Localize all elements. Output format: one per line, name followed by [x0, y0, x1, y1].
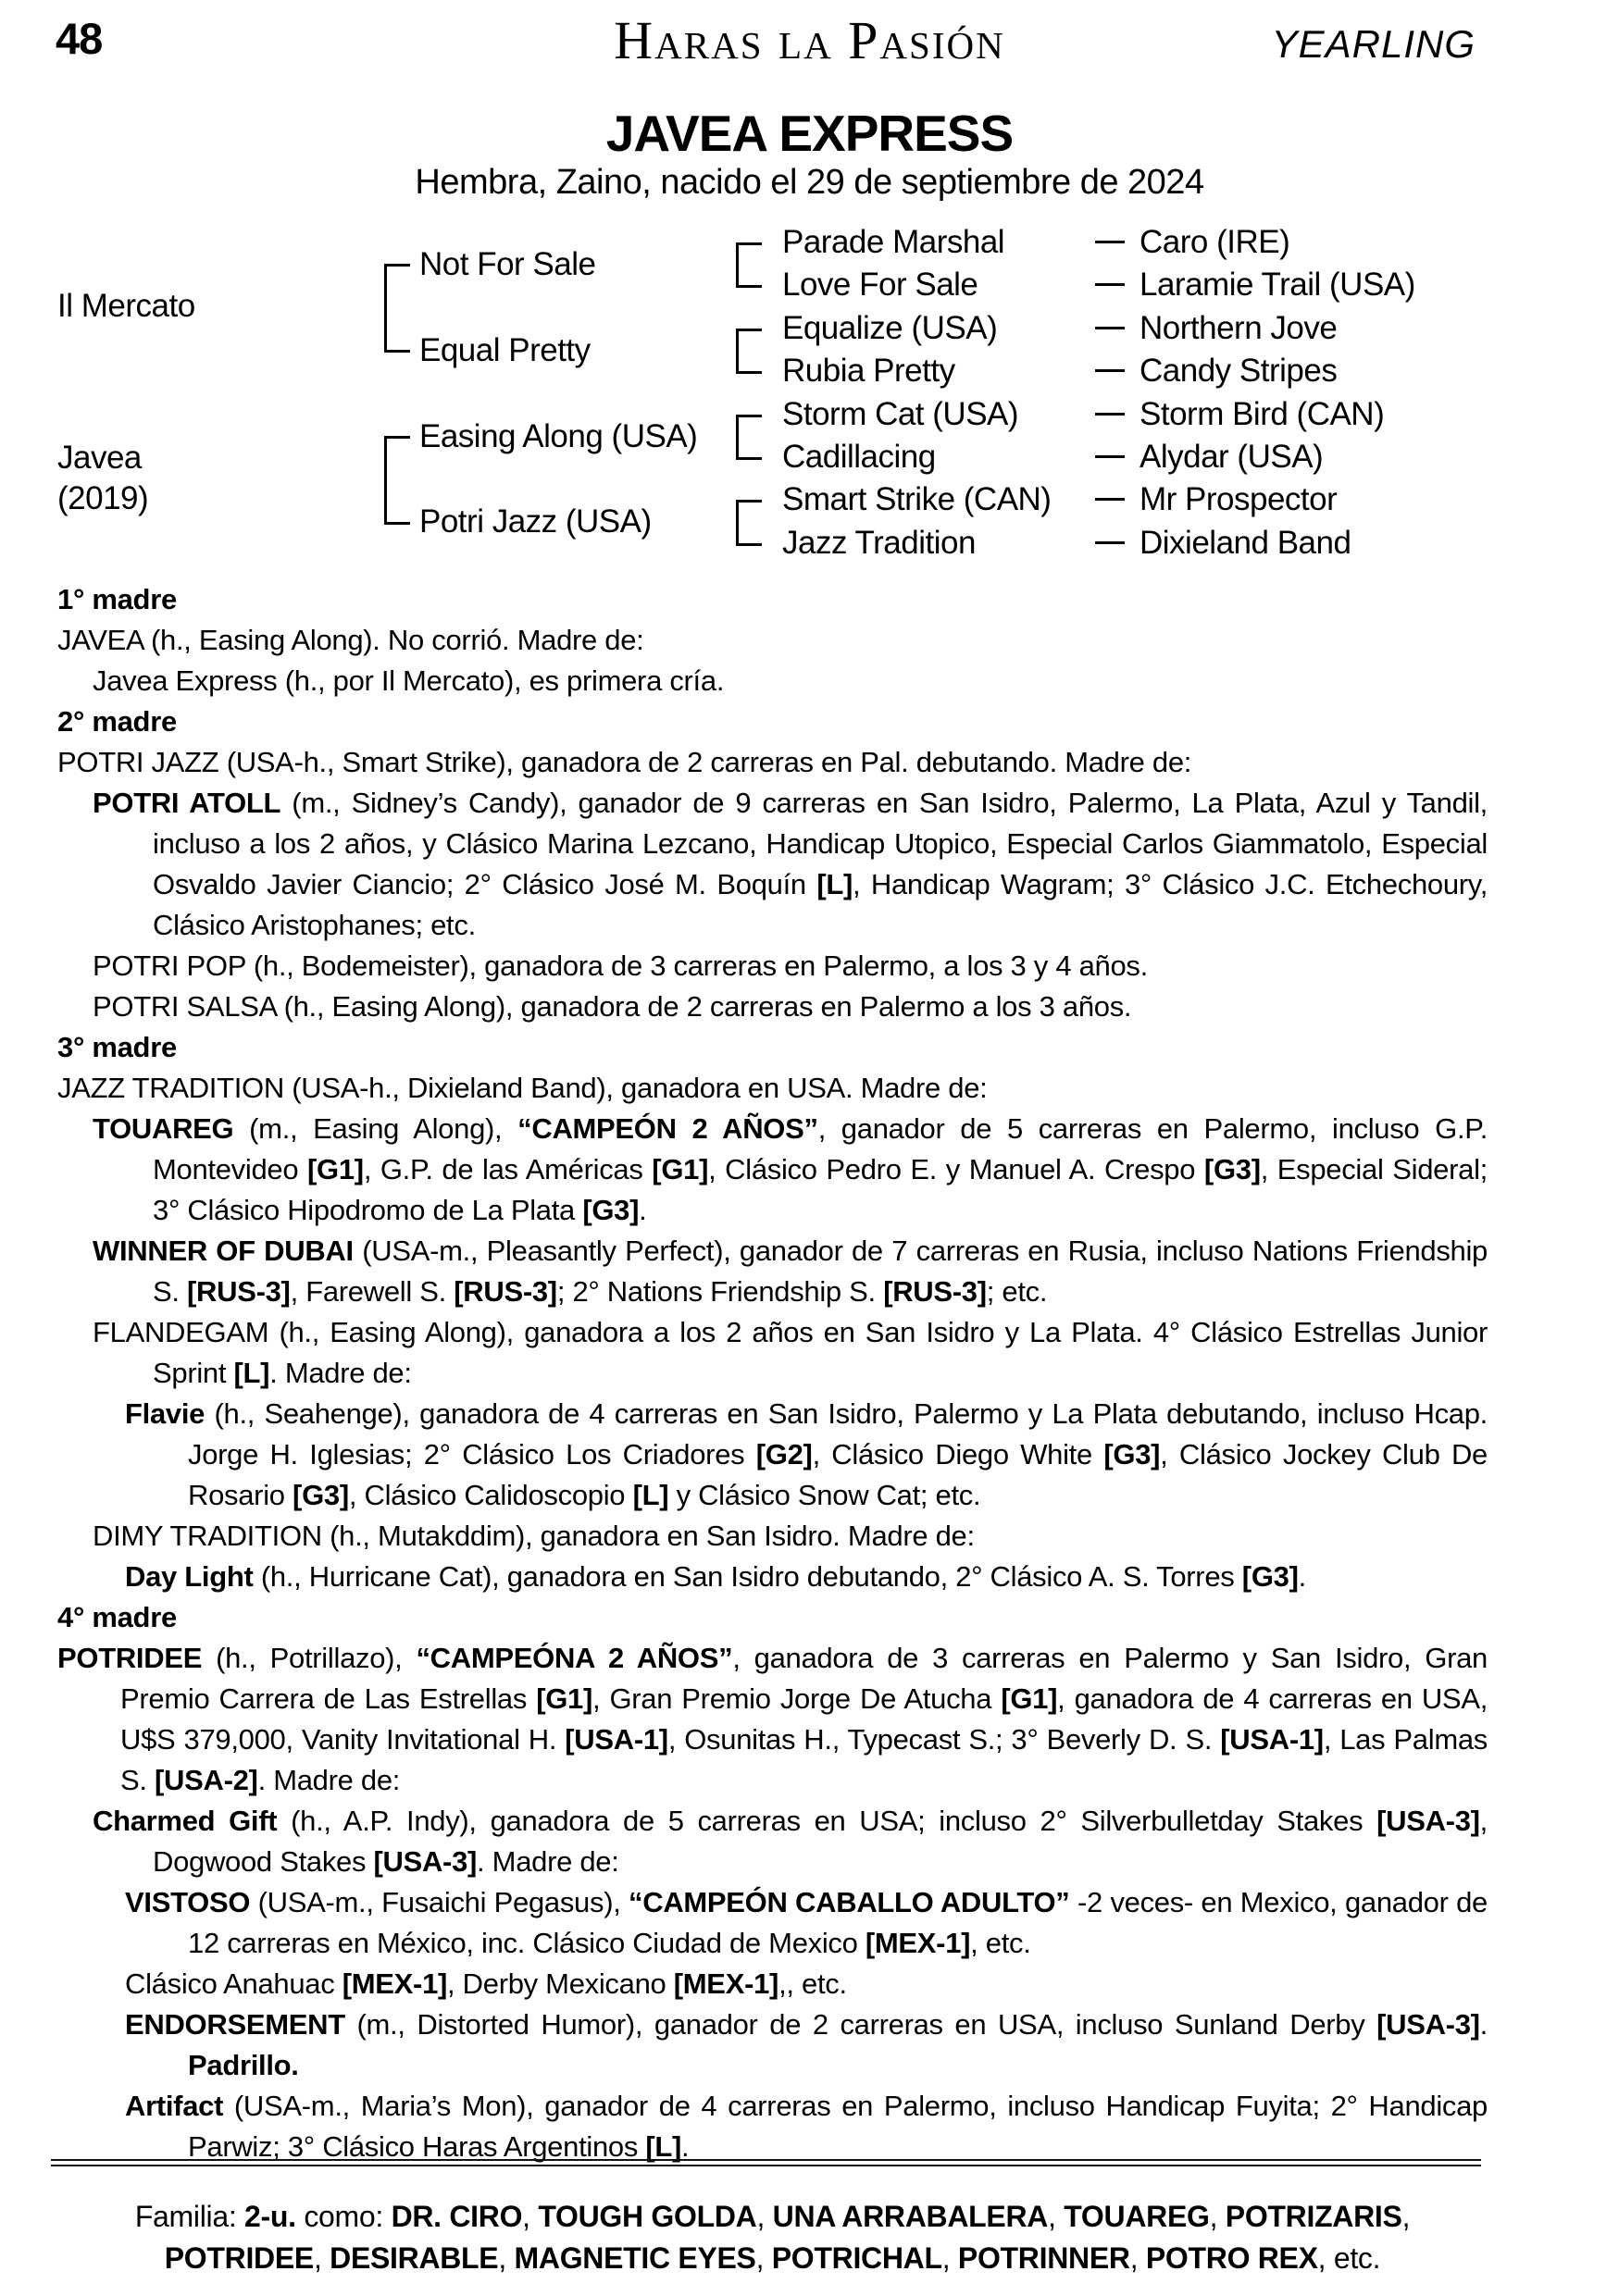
dam-name: Javea: [57, 440, 142, 476]
text: POTRI JAZZ (USA-h., Smart Strike), ganadora de 2 carreras en Pal. debutando. Madre de:: [57, 746, 1192, 778]
dam-year: (2019): [57, 480, 149, 516]
text: , Las Palmas S.: [120, 1723, 1488, 1796]
text: . Madre de:: [477, 1845, 619, 1878]
body-paragraph: [57, 701, 1488, 742]
gen4-dash: [1095, 541, 1125, 544]
body-paragraph: [57, 2004, 1488, 2086]
text: .: [639, 1194, 647, 1226]
bold-text: WINNER OF DUBAI: [93, 1235, 354, 1267]
body-paragraph: [57, 1394, 1488, 1516]
body-paragraph: [57, 1557, 1488, 1597]
text: -2 veces- en Mexico, ganador de 12 carreras en México, inc. Clásico Ciudad de Mexico: [188, 1886, 1488, 1959]
gen4-dash: [1095, 241, 1125, 243]
bold-text: [RUS-3]: [187, 1275, 291, 1308]
gen3-name: Love For Sale: [782, 267, 978, 303]
gen4-name: Candy Stripes: [1140, 353, 1338, 389]
gen4-dash: [1095, 498, 1125, 501]
sale-category: YEARLING: [1271, 22, 1476, 66]
text: , Gran Premio Jorge De Atucha: [592, 1682, 1002, 1715]
text: ,: [1209, 2200, 1226, 2233]
body-paragraph: [57, 1638, 1488, 1801]
body-paragraph: [57, 987, 1488, 1027]
bold-text: 4° madre: [57, 1601, 177, 1633]
bold-text: POTRIZARIS: [1225, 2200, 1402, 2233]
bold-text: [USA-1]: [565, 1723, 668, 1756]
bold-text: [MEX-1]: [342, 1967, 448, 2000]
bold-text: UNA ARRABALERA: [772, 2200, 1049, 2233]
gen4-name: Alydar (USA): [1140, 439, 1324, 475]
stud-name: Haras la Pasión: [614, 10, 1005, 70]
text: ,, etc.: [778, 1967, 847, 2000]
gen2-name: Easing Along (USA): [419, 418, 698, 454]
gen3-name: Cadillacing: [782, 439, 936, 475]
gen4-dash: [1095, 455, 1125, 458]
bold-text: [G3]: [582, 1194, 640, 1226]
text: DIMY TRADITION (h., Mutakddim), ganadora en San Isidro. Madre de:: [93, 1520, 975, 1552]
gen3-bracket: [736, 500, 762, 546]
bold-text: DR. CIRO: [391, 2200, 523, 2233]
text: (h., Hurricane Cat), ganadora en San Isidro debutando, 2° Clásico A. S. Torres: [253, 1560, 1242, 1593]
text: , etc.: [970, 1927, 1031, 1959]
text: FLANDEGAM (h., Easing Along), ganadora a los 2 años en San Isidro y La Plata. 4° Clásico Estrellas Junior Sprint: [93, 1316, 1488, 1389]
text: , Clásico Calidoscopio: [348, 1479, 633, 1511]
text: ,: [756, 2200, 773, 2233]
footer-divider: [51, 2159, 1481, 2166]
family-line: [57, 2196, 1488, 2279]
bold-text: TOUAREG: [1064, 2200, 1210, 2233]
text: , Especial Sideral; 3° Clásico Hipodromo de La Plata: [153, 1153, 1488, 1226]
text: Clásico Anahuac: [125, 1967, 342, 2000]
produce-record: [57, 579, 1488, 2167]
text: , ganadora de 4 carreras en USA, U$S 379,000, Vanity Invitational H.: [120, 1682, 1488, 1756]
text: . Madre de:: [269, 1357, 412, 1389]
bold-text: POTRICHAL: [771, 2241, 942, 2275]
bold-text: POTRI ATOLL: [93, 787, 281, 819]
gen4-name: Dixieland Band: [1140, 525, 1351, 561]
bold-text: POTRINNER: [957, 2241, 1130, 2275]
gen4-name: Caro (IRE): [1140, 224, 1290, 260]
lot-number: 48: [56, 14, 103, 63]
bold-text: MAGNETIC EYES: [514, 2241, 756, 2275]
bold-text: 1° madre: [57, 583, 177, 615]
gen2-name: Not For Sale: [419, 246, 596, 282]
body-paragraph: [57, 783, 1488, 946]
text: , Clásico Diego White: [812, 1438, 1104, 1471]
body-paragraph: [57, 1312, 1488, 1394]
body-paragraph: [57, 1027, 1488, 1068]
bold-text: Day Light: [125, 1560, 254, 1593]
text: , ganador de 5 carreras en Palermo, incluso G.P. Montevideo: [153, 1112, 1488, 1185]
bold-text: [G2]: [755, 1438, 813, 1471]
body-paragraph: [57, 1801, 1488, 1882]
bold-text: VISTOSO: [125, 1886, 251, 1918]
text: ; etc.: [986, 1275, 1048, 1308]
body-paragraph: [57, 946, 1488, 987]
gen2-bracket: [384, 436, 410, 525]
bold-text: [USA-3]: [1376, 2008, 1480, 2041]
body-paragraph: [57, 620, 1488, 661]
bold-text: [MEX-1]: [865, 1927, 971, 1959]
gen4-name: Mr Prospector: [1140, 481, 1338, 517]
bold-text: [G3]: [1103, 1438, 1161, 1471]
bold-text: DESIRABLE: [330, 2241, 499, 2275]
text: (USA-m., Fusaichi Pegasus),: [250, 1886, 629, 1918]
text: POTRI POP (h., Bodemeister), ganadora de 3 carreras en Palermo, a los 3 y 4 años.: [93, 949, 1148, 982]
bold-text: 2-u.: [244, 2200, 296, 2233]
bold-text: Padrillo.: [188, 2049, 299, 2081]
text: Javea Express (h., por Il Mercato), es primera cría.: [93, 664, 725, 697]
bold-text: Charmed Gift: [93, 1805, 278, 1837]
text: , ganadora de 3 carreras en Palermo y San Isidro, Gran Premio Carrera de Las Estrellas: [120, 1642, 1488, 1715]
text: (h., Potrillazo),: [202, 1642, 417, 1674]
bold-text: POTRIDEE: [57, 1642, 203, 1674]
text: ,: [313, 2241, 330, 2275]
text: .: [1479, 2008, 1488, 2041]
text: ,: [755, 2241, 772, 2275]
bold-text: [RUS-3]: [883, 1275, 987, 1308]
text: como:: [295, 2200, 392, 2233]
bold-text: [G1]: [307, 1153, 364, 1185]
text: , Handicap Wagram; 3° Clásico J.C. Etchechoury, Clásico Aristophanes; etc.: [153, 868, 1488, 941]
bold-text: [USA-3]: [373, 1845, 478, 1878]
bold-text: Artifact: [125, 2090, 224, 2122]
bold-text: “CAMPEÓNA 2 AÑOS”: [416, 1642, 733, 1674]
text: ,: [1048, 2200, 1065, 2233]
text: Familia:: [134, 2200, 245, 2233]
bold-text: [G1]: [1001, 1682, 1058, 1715]
sire-name: Il Mercato: [57, 288, 195, 324]
body-paragraph: [57, 1109, 1488, 1231]
gen2-name: Equal Pretty: [419, 332, 591, 368]
body-paragraph: [57, 1597, 1488, 1638]
bold-text: [L]: [645, 2130, 682, 2163]
gen4-name: Northern Jove: [1140, 310, 1338, 346]
body-paragraph: [57, 579, 1488, 620]
bold-text: [USA-2]: [155, 1764, 258, 1796]
bold-text: [G1]: [536, 1682, 592, 1715]
text: ,: [1129, 2241, 1146, 2275]
body-paragraph: [57, 661, 1488, 701]
text: ,: [522, 2200, 539, 2233]
bold-text: [G1]: [652, 1153, 709, 1185]
text: POTRI SALSA (h., Easing Along), ganadora de 2 carreras en Palermo a los 3 años.: [93, 990, 1132, 1023]
bold-text: ENDORSEMENT: [125, 2008, 345, 2041]
body-paragraph: [57, 742, 1488, 783]
horse-name: JAVEA EXPRESS: [605, 105, 1014, 162]
bold-text: [USA-3]: [1376, 1805, 1480, 1837]
text: . Madre de:: [257, 1764, 401, 1796]
bold-text: [L]: [233, 1357, 270, 1389]
text: .: [681, 2130, 690, 2163]
text: (h., A.P. Indy), ganadora de 5 carreras en USA; incluso 2° Silverbulletday Stakes: [277, 1805, 1377, 1837]
bold-text: [USA-1]: [1220, 1723, 1324, 1756]
gen4-name: Storm Bird (CAN): [1140, 396, 1385, 432]
bold-text: [G3]: [1203, 1153, 1261, 1185]
body-paragraph: [57, 1231, 1488, 1312]
gen3-bracket: [736, 329, 762, 374]
bold-text: Flavie: [125, 1397, 205, 1430]
gen4-dash: [1095, 327, 1125, 329]
gen3-name: Smart Strike (CAN): [782, 481, 1052, 517]
gen3-name: Equalize (USA): [782, 310, 998, 346]
body-paragraph: [57, 2086, 1488, 2167]
text: ,: [498, 2241, 515, 2275]
text: ; 2° Nations Friendship S.: [556, 1275, 884, 1308]
gen3-bracket: [736, 242, 762, 288]
body-paragraph: [57, 1964, 1488, 2004]
body-paragraph: [57, 1516, 1488, 1557]
text: (m., Easing Along),: [233, 1112, 518, 1145]
gen3-name: Parade Marshal: [782, 224, 1005, 260]
text: , Clásico Pedro E. y Manuel A. Crespo: [708, 1153, 1204, 1185]
text: , G.P. de las Américas: [363, 1153, 653, 1185]
gen3-bracket: [736, 415, 762, 460]
text: ,: [1401, 2200, 1411, 2233]
bold-text: [G3]: [1241, 1560, 1299, 1593]
gen3-name: Jazz Tradition: [782, 525, 976, 561]
bold-text: [RUS-3]: [454, 1275, 557, 1308]
text: (USA-m., Pleasantly Perfect), ganador de 7 carreras en Rusia, incluso Nations Friendship S.: [153, 1235, 1488, 1308]
text: JAZZ TRADITION (USA-h., Dixieland Band), ganadora en USA. Madre de:: [57, 1072, 988, 1104]
text: JAVEA (h., Easing Along). No corrió. Madre de:: [57, 624, 644, 656]
bold-text: POTRIDEE: [164, 2241, 314, 2275]
gen4-dash: [1095, 369, 1125, 372]
bold-text: [L]: [632, 1479, 669, 1511]
bold-text: 3° madre: [57, 1031, 177, 1063]
text: , Derby Mexicano: [447, 1967, 674, 2000]
gen3-name: Storm Cat (USA): [782, 396, 1019, 432]
bold-text: “CAMPEÓN CABALLO ADULTO”: [629, 1886, 1070, 1918]
horse-details: Hembra, Zaino, nacido el 29 de septiembre de 2024: [415, 163, 1204, 202]
bold-text: 2° madre: [57, 705, 177, 738]
bold-text: [G3]: [293, 1479, 349, 1511]
bold-text: TOUAREG: [93, 1112, 234, 1145]
text: , Clásico Jockey Club De Rosario: [188, 1438, 1488, 1511]
bold-text: POTRO REX: [1145, 2241, 1318, 2275]
text: ,: [941, 2241, 958, 2275]
text: .: [1298, 1560, 1306, 1593]
body-paragraph: [57, 1068, 1488, 1109]
bold-text: TOUGH GOLDA: [538, 2200, 757, 2233]
body-paragraph: [57, 1882, 1488, 1964]
gen4-dash: [1095, 413, 1125, 416]
text: (m., Distorted Humor), ganador de 2 carreras en USA, incluso Sunland Derby: [344, 2008, 1377, 2041]
text: , etc.: [1317, 2241, 1381, 2275]
text: , Dogwood Stakes: [153, 1805, 1488, 1878]
bold-text: [L]: [816, 868, 853, 900]
text: (h., Seahenge), ganadora de 4 carreras en San Isidro, Palermo y La Plata debutando, incluso Hcap. Jorge H. Iglesias; 2° Clásico Los Criadores: [188, 1397, 1488, 1471]
text: , Farewell S.: [290, 1275, 455, 1308]
bold-text: “CAMPEÓN 2 AÑOS”: [517, 1112, 818, 1145]
text: y Clásico Snow Cat; etc.: [668, 1479, 981, 1511]
bold-text: [MEX-1]: [673, 1967, 779, 2000]
gen3-name: Rubia Pretty: [782, 353, 955, 389]
gen2-name: Potri Jazz (USA): [419, 503, 652, 540]
gen2-bracket: [384, 264, 410, 353]
text: , Osunitas H., Typecast S.; 3° Beverly D. S.: [667, 1723, 1221, 1756]
gen4-name: Laramie Trail (USA): [1140, 267, 1415, 303]
gen4-dash: [1095, 283, 1125, 286]
text: (m., Sidney’s Candy), ganador de 9 carreras en San Isidro, Palermo, La Plata, Azul y Tandil, incluso a los 2 años, y Clásico Marina Lezcano, Handicap Utopico, Especial Carlos Giammatolo, Especial Osvaldo Javier Ciancio; 2° Clásico José M. Boquín: [153, 787, 1488, 900]
text: (USA-m., Maria’s Mon), ganador de 4 carreras en Palermo, incluso Handicap Fuyita; 2° Handicap Parwiz; 3° Clásico Haras Argentinos: [188, 2090, 1488, 2163]
